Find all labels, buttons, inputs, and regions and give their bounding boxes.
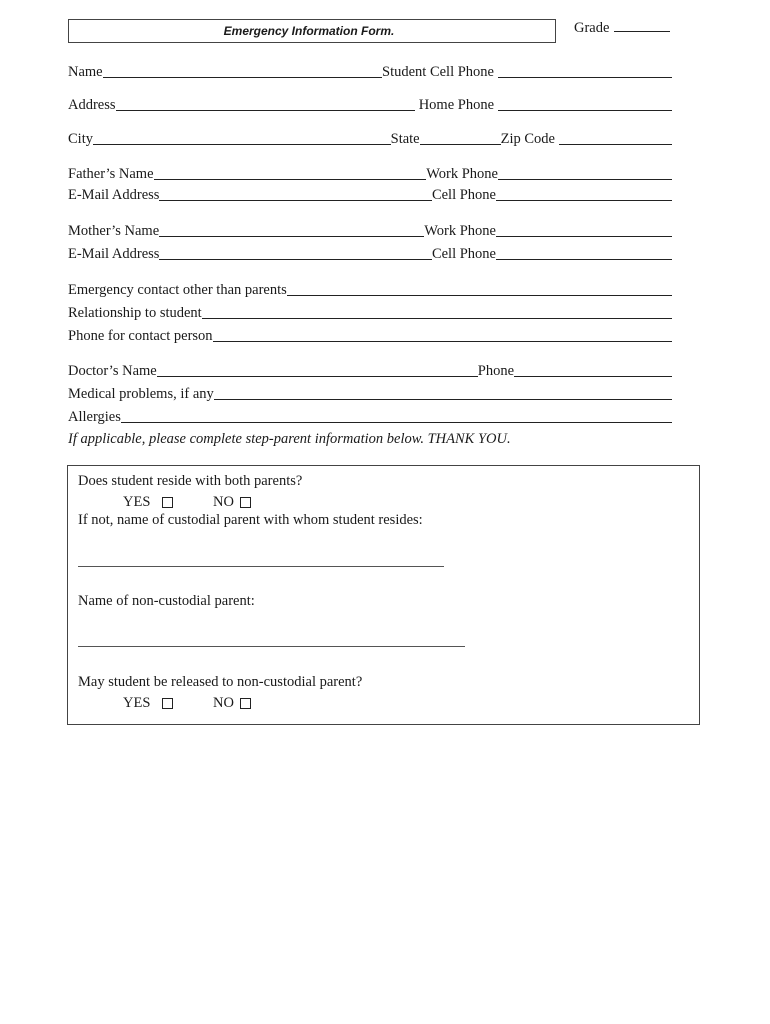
release-no-checkbox[interactable] [240,698,251,709]
reside-no-option[interactable] [213,494,251,511]
form-title: Emergency Information Form. [223,24,395,38]
contact-phone-line[interactable] [213,329,672,342]
name-line[interactable] [103,65,382,78]
row-father-name [68,164,672,182]
father-name-line[interactable] [154,167,427,180]
state-line[interactable] [420,132,501,145]
medical-problems-label: Medical problems, if any [68,386,214,402]
doctor-phone-label: Phone [477,363,514,379]
row-city [68,129,672,147]
row-medical-problems [68,384,672,402]
father-email-line[interactable] [159,188,432,201]
relationship-line[interactable] [202,306,672,319]
address-label: Address [68,97,116,113]
city-label: City [68,131,93,147]
zip-line[interactable] [559,132,672,145]
row-address [68,95,672,113]
home-phone-line[interactable] [498,98,672,111]
mother-name-line[interactable] [159,224,424,237]
grade-field[interactable] [574,19,670,36]
reside-yes-option[interactable] [123,494,173,511]
home-phone-label: Home Phone [418,97,494,113]
mother-email-label: E-Mail Address [68,246,160,262]
reside-no-label: NO [213,494,234,510]
father-cell-line[interactable] [496,188,672,201]
row-allergies [68,407,672,425]
row-mother-email [68,244,672,262]
emergency-contact-line[interactable] [287,283,672,296]
address-line[interactable] [116,98,415,111]
non-custodial-line[interactable] [78,646,465,647]
release-no-label: NO [213,695,234,711]
doctor-name-label: Doctor’s Name [68,363,157,379]
name-label: Name [68,64,103,80]
father-work-line[interactable] [498,167,672,180]
emergency-contact-label: Emergency contact other than parents [68,282,287,298]
row-relationship [68,303,672,321]
allergies-line[interactable] [121,410,672,423]
release-no-option[interactable] [213,695,251,712]
city-line[interactable] [93,132,391,145]
form-title-box [68,19,556,43]
custodial-parent-line[interactable] [78,566,444,567]
mother-work-line[interactable] [496,224,672,237]
doctor-name-line[interactable] [157,364,478,377]
release-question: May student be released to non-custodial parent? [78,674,363,690]
doctor-phone-line[interactable] [514,364,672,377]
reside-no-checkbox[interactable] [240,497,251,508]
custodial-parent-question: If not, name of custodial parent with whom student resides: [78,512,423,528]
row-contact-phone [68,326,672,344]
row-father-email [68,185,672,203]
father-name-label: Father’s Name [68,166,154,182]
student-cell-label: Student Cell Phone [382,64,494,80]
mother-name-label: Mother’s Name [68,223,160,239]
step-parent-note: If applicable, please complete step-parent information below. THANK YOU. [68,431,511,447]
custody-section [67,465,700,725]
reside-both-question: Does student reside with both parents? [78,473,303,489]
mother-cell-line[interactable] [496,247,672,260]
student-cell-line[interactable] [498,65,672,78]
grade-line[interactable] [614,19,670,32]
row-emergency-contact [68,280,672,298]
father-email-label: E-Mail Address [68,187,160,203]
allergies-label: Allergies [68,409,121,425]
non-custodial-question: Name of non-custodial parent: [78,593,255,609]
reside-yes-label: YES [123,494,151,510]
row-name [68,62,672,80]
mother-cell-label: Cell Phone [431,246,496,262]
grade-label: Grade [574,20,610,36]
zip-label: Zip Code [500,131,555,147]
medical-problems-line[interactable] [214,387,672,400]
father-cell-label: Cell Phone [431,187,496,203]
mother-email-line[interactable] [159,247,432,260]
release-yes-checkbox[interactable] [162,698,173,709]
release-yes-label: YES [123,695,151,711]
father-work-label: Work Phone [426,166,498,182]
release-yes-option[interactable] [123,695,173,712]
relationship-label: Relationship to student [68,305,202,321]
reside-yes-checkbox[interactable] [162,497,173,508]
contact-phone-label: Phone for contact person [68,328,213,344]
mother-work-label: Work Phone [424,223,496,239]
row-doctor [68,361,672,379]
row-mother-name [68,221,672,239]
state-label: State [390,131,420,147]
